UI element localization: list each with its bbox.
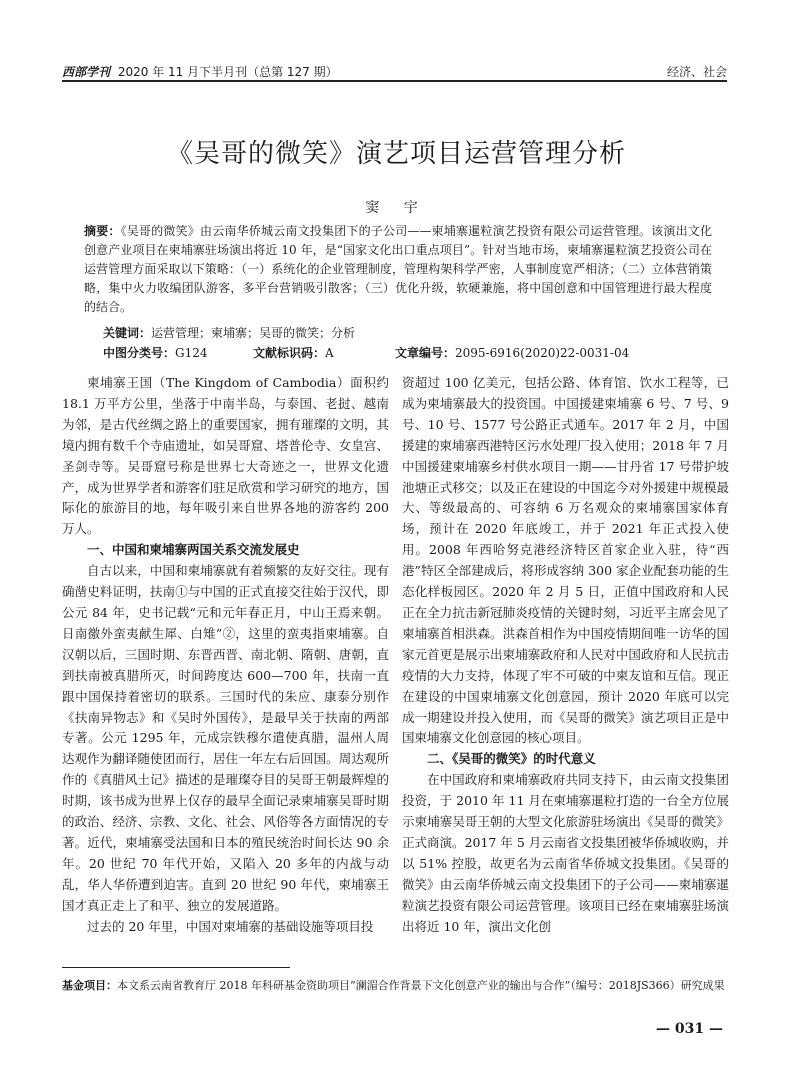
issue-info: 2020 年 11 月下半月刊（总第 127 期） — [117, 65, 338, 79]
section-label: 经济、社会 — [666, 65, 727, 79]
article-number-value: 2095-6916(2020)22-0031-04 — [455, 346, 630, 360]
paragraph: 在中国政府和柬埔寨政府共同支持下，由云南文投集团投资，于 2010 年 11 月在柬埔寨暹粒打造的一台全方位展示柬埔寨吴哥王朝的大型文化旅游驻场演出《吴哥的微笑》正式商演。2017 年 5 月云南省文投集团被华侨城收购，并以 51% 控股，故更名为云南省华侨城文投集团。《吴哥的微笑》由云南华侨城云南文投集团下的子公司——柬埔寨暹粒演艺投资有限公司运营管理。该项目已经在柬埔寨驻场演出将近 10 年，演出文化创 — [402, 772, 729, 934]
article-title: 《吴哥的微笑》演艺项目运营管理分析 — [166, 139, 626, 169]
abstract-label: 摘要： — [84, 224, 121, 238]
right-column — [402, 373, 729, 937]
paragraph: 资超过 100 亿美元，包括公路、体育馆、饮水工程等，已成为柬埔寨最大的投资国。中国援建柬埔寨 6 号、7 号、9 号、10 号、1577 号公路正式通车。2017 年 2 月，中国援建的柬埔寨西港特区污水处理厂投入使用；2018 年 7 月中国援建柬埔寨乡村供水项目一期——甘丹省 17 号带护坡池塘正式移交；以及正在建设的中国迄今对外援建中规模最大、等级最高的、可容纳 6 万名观众的柬埔寨国家体育场，预计在 2020 年底竣工，并于 2021 年正式投入使用。2008 年西哈努克港经济特区首家企业入驻，待“西港”特区全部建成后，将形成容纳 300 家企业配套功能的生态化样板园区。2020 年 2 月 5 日，正值中国政府和人民正在全力抗击新冠肺炎疫情的关键时刻，习近平主席会见了柬埔寨首相洪森。洪森首相作为中国疫情期间唯一访华的国家元首更是展示出柬埔寨政府和人民对中国政府和人民抗击疫情的大力支持，体现了牢不可破的中柬友谊和互信。现正在建设的中国柬埔寨文化创意园，预计 2020 年底可以完成一期建设并投入使用，而《吴哥的微笑》演艺项目正是中国柬埔寨文化创意园的核心项目。 — [402, 375, 729, 746]
footnote-text: 本文系云南省教育厅 2018 年科研基金资助项目“澜湄合作背景下文化创意产业的输出与合作”（编号：2018JS366）研究成果 — [117, 979, 725, 992]
section-heading-2: 二、《吴哥的微笑》的时代意义 — [427, 751, 596, 767]
paragraph: 柬埔寨王国（The Kingdom of Cambodia）面积约 18.1 万平方公里，坐落于中南半岛，与泰国、老挝、越南为邻，是古代丝绸之路上的重要国家，拥有璀璨的文明，其境内拥有数千个寺庙遗址，如吴哥窟、塔普伦寺、女皇宫、圣剑寺等。吴哥窟号称是世界七大奇迹之一，世界文化遗产，成为世界学者和游客们驻足欣赏和学习研究的地方，国际化的旅游目的地，每年吸引来自世界各地的游客约 200 万人。 — [62, 375, 389, 537]
paragraph: 自古以来，中国和柬埔寨就有着频繁的友好交往。现有确凿史料证明，扶南①与中国的正式直接交往始于汉代，即公元 84 年，史书记载“元和元年春正月，中山王焉来朝。日南徼外蛮夷献生犀、白雉”②，这里的蛮夷指柬埔寨。自汉朝以后，三国时期、东晋西晋、南北朝、隋朝、唐朝，直到扶南被真腊所灭，时间跨度达 600—700 年，扶南一直跟中国保持着密切的联系。三国时代的朱应、康泰分别作《扶南异物志》和《吴时外国传》，是最早关于扶南的两部专著。公元 1295 年，元成宗铁穆尔遣使真腊，温州人周达观作为翻译随使团而行，居住一年左右后回国。周达观所作的《真腊风土记》描述的是璀璨夺目的吴哥王朝最辉煌的时期，该书成为世界上仅存的最早全面记录柬埔寨吴哥时期的政治、经济、宗教、文化、社会、风俗等各方面情况的专著。近代，柬埔寨受法国和日本的殖民统治时间长达 90 余年。20 世纪 70 年代开始，又陷入 20 多年的内战与动乱，华人华侨遭到迫害。直到 20 世纪 90 年代，柬埔寨王国才真正走上了和平、独立的发展道路。 — [62, 563, 389, 913]
author-name: 窦 宇 — [365, 200, 428, 216]
abstract-text: 《吴哥的微笑》由云南华侨城云南文投集团下的子公司——柬埔寨暹粒演艺投资有限公司运营管理。该演出文化创意产业项目在柬埔寨驻场演出将近 10 年，是“国家文化出口重点项目”。针对当地市场，柬埔寨暹粒演艺投资公司在运营管理方面采取以下策略：（一）系统化的企业管理制度，管理构架科学严密，人事制度宽严相济；（二）立体营销策略，集中火力收编团队游客，多平台营销吸引散客；（三）优化升级，软硬兼施，将中国创意和中国管理进行最大程度的结合。 — [84, 224, 712, 314]
abstract — [84, 222, 712, 317]
clc-label: 中图分类号： — [103, 346, 176, 360]
keywords — [103, 324, 355, 341]
clc-value: G124 — [175, 346, 208, 360]
footnote-rule — [62, 967, 290, 968]
article-number-label: 文章编号： — [395, 346, 456, 360]
header-left — [62, 63, 338, 80]
keywords-text: 运营管理；柬埔寨；吴哥的微笑；分析 — [151, 326, 356, 340]
header-rule — [62, 80, 727, 82]
paragraph: 过去的 20 年里，中国对柬埔寨的基础设施等项目投 — [87, 918, 374, 934]
keywords-label: 关键词： — [103, 326, 152, 340]
section-heading-1: 一、中国和柬埔寨两国关系交流发展史 — [87, 542, 300, 558]
footnote — [62, 978, 732, 994]
page-number: — 031 — — [656, 1021, 723, 1037]
running-header — [62, 58, 727, 82]
footnote-label: 基金项目： — [62, 979, 117, 992]
doc-label: 文献标识码： — [253, 346, 326, 360]
journal-logo: 西部学刊 — [62, 65, 111, 79]
left-column — [62, 373, 389, 937]
doc-value: A — [325, 346, 334, 360]
